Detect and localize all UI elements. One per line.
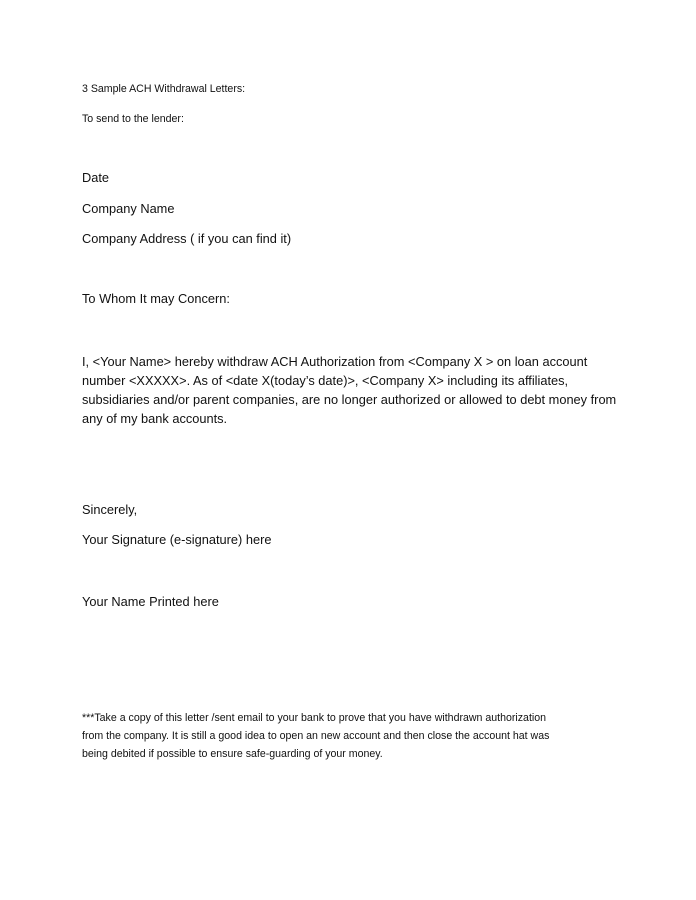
letter-body xyxy=(82,352,622,428)
body-line: I, <Your Name> hereby withdraw ACH Authorization from <Company X > on loan account xyxy=(82,354,588,369)
body-line: number <XXXXX>. As of <date X(today’s date)>, <Company X> including its affiliates, xyxy=(82,373,569,388)
footnote xyxy=(82,709,622,763)
note-line: from the company. It is still a good idea to open an new account and then close the account hat was xyxy=(82,730,550,742)
body-line: subsidiaries and/or parent companies, are no longer authorized or allowed to debt money from xyxy=(82,392,617,407)
company-address-field: Company Address ( if you can find it) xyxy=(82,231,292,246)
closing: Sincerely, xyxy=(82,502,138,517)
body-line: any of my bank accounts. xyxy=(82,411,228,426)
company-name-field: Company Name xyxy=(82,201,175,216)
document-subheading: To send to the lender: xyxy=(82,113,184,125)
signature-line: Your Signature (e-signature) here xyxy=(82,532,272,547)
note-line: ***Take a copy of this letter /sent email to your bank to prove that you have withdrawn authorization xyxy=(82,712,547,724)
date-field: Date xyxy=(82,170,110,185)
note-line: being debited if possible to ensure safe-guarding of your money. xyxy=(82,748,383,760)
document-heading: 3 Sample ACH Withdrawal Letters: xyxy=(82,83,246,95)
printed-name-line: Your Name Printed here xyxy=(82,594,219,609)
salutation: To Whom It may Concern: xyxy=(82,291,230,306)
